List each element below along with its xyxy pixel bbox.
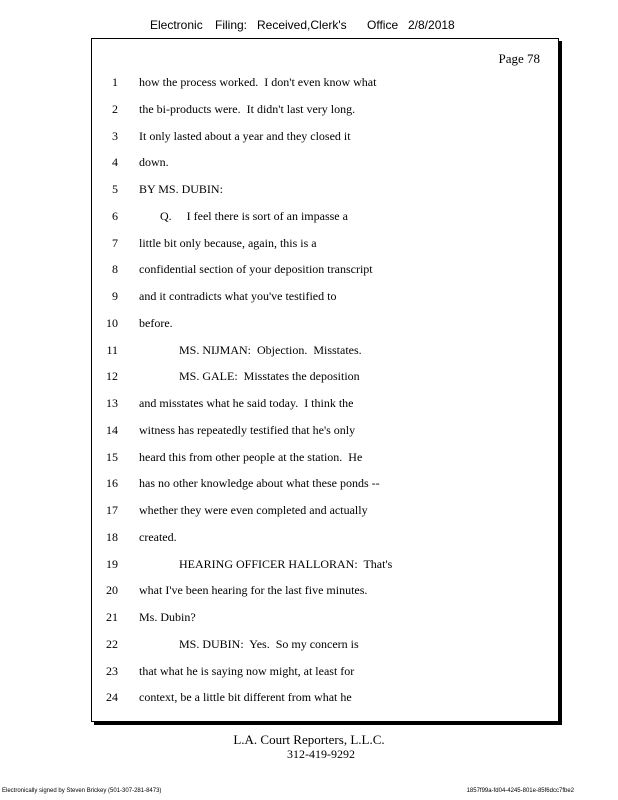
- line-text: what I've been hearing for the last five minutes.: [139, 583, 368, 598]
- transcript-line: [92, 102, 558, 122]
- transcript-line: [92, 450, 558, 470]
- transcript-line: [92, 316, 558, 336]
- line-number: 23: [106, 663, 118, 678]
- line-text: MS. GALE: Misstates the deposition: [179, 369, 360, 384]
- line-number: 13: [106, 396, 118, 410]
- header-word-received: Received,Clerk's: [257, 18, 347, 32]
- page-number: Page 78: [498, 51, 540, 66]
- header-word-electronic: Electronic: [150, 18, 203, 32]
- transcript-line: [92, 637, 558, 657]
- transcript-line: [92, 396, 558, 416]
- transcript-line: [92, 530, 558, 550]
- transcript-line: [92, 503, 558, 523]
- line-number: 2: [112, 101, 118, 116]
- line-text: MS. DUBIN: Yes. So my concern is: [179, 636, 359, 651]
- transcript-line: [92, 129, 558, 149]
- line-number: 11: [106, 342, 118, 357]
- line-number: 21: [106, 610, 118, 624]
- line-text: created.: [139, 529, 177, 544]
- line-number: 9: [112, 289, 118, 303]
- transcript-line: [92, 155, 558, 175]
- transcript-line: [92, 262, 558, 282]
- transcript-line: [92, 583, 558, 603]
- line-number: 18: [106, 529, 118, 544]
- line-number: 17: [106, 503, 118, 517]
- transcript-line: [92, 557, 558, 577]
- transcript-line: [92, 182, 558, 202]
- transcript-line: [92, 690, 558, 710]
- line-text: context, be a little bit different from what he: [139, 690, 352, 705]
- line-number: 19: [106, 556, 118, 571]
- line-text: Ms. Dubin?: [139, 610, 196, 624]
- line-number: 7: [112, 235, 118, 250]
- line-number: 22: [106, 636, 118, 651]
- line-number: 4: [112, 155, 118, 170]
- line-number: 20: [106, 583, 118, 598]
- line-text: confidential section of your deposition transcript: [139, 262, 373, 277]
- line-text: and it contradicts what you've testified to: [139, 289, 337, 303]
- line-text: Q. I feel there is sort of an impasse a: [160, 208, 348, 223]
- line-number: 16: [106, 476, 118, 491]
- transcript-line: [92, 610, 558, 630]
- transcript-line: [92, 236, 558, 256]
- line-text: MS. NIJMAN: Objection. Misstates.: [179, 342, 362, 357]
- line-text: whether they were even completed and actually: [139, 503, 368, 517]
- transcript-line: [92, 476, 558, 496]
- transcript-line: [92, 343, 558, 363]
- transcript-page: [91, 38, 559, 722]
- transcript-line: [92, 664, 558, 684]
- line-text: before.: [139, 315, 173, 330]
- line-text: how the process worked. I don't even know what: [139, 75, 377, 89]
- transcript-line: [92, 369, 558, 389]
- line-number: 3: [112, 128, 118, 143]
- court-reporter-phone: 312-419-9292: [287, 747, 355, 761]
- header-word-office: Office: [367, 18, 399, 32]
- transcript-line: [92, 423, 558, 443]
- line-number: 1: [112, 75, 118, 89]
- court-reporter-name: L.A. Court Reporters, L.L.C.: [233, 732, 385, 747]
- line-text: HEARING OFFICER HALLORAN: That's: [179, 556, 393, 571]
- line-text: little bit only because, again, this is a: [139, 235, 317, 250]
- line-number: 14: [106, 422, 118, 437]
- line-text: that what he is saying now might, at least for: [139, 663, 355, 678]
- transcript-line: [92, 209, 558, 229]
- header-word-filing: Filing:: [215, 18, 248, 32]
- transcript-line: [92, 289, 558, 309]
- header-word-date: 2/8/2018: [408, 18, 455, 32]
- line-number: 24: [106, 690, 118, 705]
- line-text: witness has repeatedly testified that he's only: [139, 422, 356, 437]
- electronic-signature: Electronically signed by Steven Brickey (501-307-281-8473): [2, 788, 162, 794]
- line-text: has no other knowledge about what these ponds --: [139, 476, 380, 491]
- line-text: heard this from other people at the station. He: [139, 449, 363, 464]
- line-text: It only lasted about a year and they closed it: [139, 128, 351, 143]
- line-number: 12: [106, 369, 118, 384]
- line-number: 5: [112, 182, 118, 196]
- line-number: 6: [112, 208, 118, 223]
- line-text: BY MS. DUBIN:: [139, 182, 223, 196]
- line-text: and misstates what he said today. I think the: [139, 396, 354, 410]
- line-number: 10: [106, 315, 118, 330]
- transcript-line: [92, 75, 558, 95]
- document-hash: 1857f99a-fd04-4245-801e-85f6dcc7fbe2: [466, 788, 574, 794]
- line-number: 8: [112, 262, 118, 277]
- line-text: down.: [139, 155, 169, 170]
- line-number: 15: [106, 449, 118, 464]
- line-text: the bi-products were. It didn't last very long.: [139, 101, 356, 116]
